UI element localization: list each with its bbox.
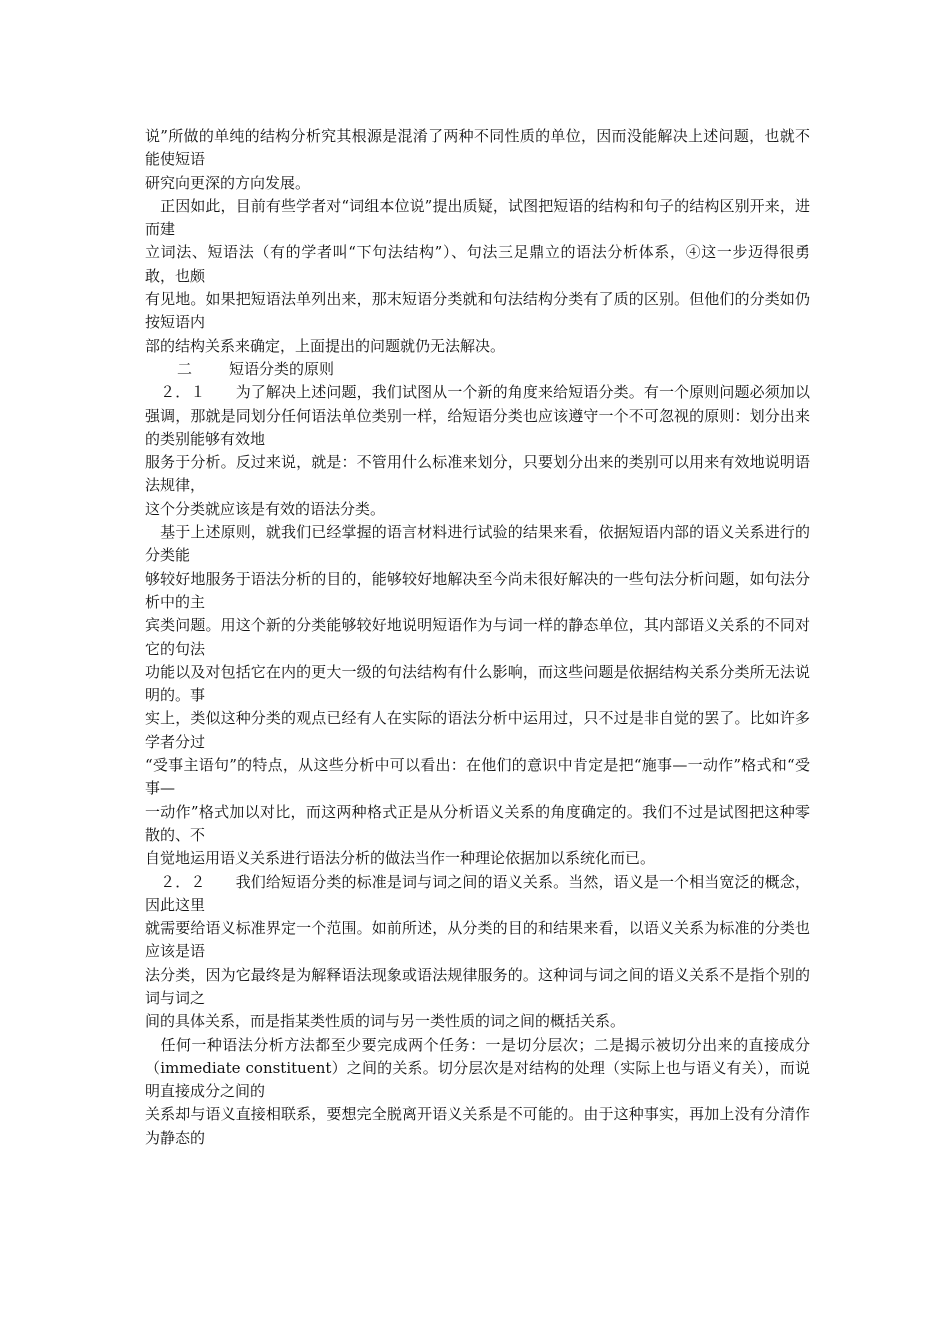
section-heading [145, 358, 810, 381]
paragraph: 服务于分析。反过来说，就是：不管用什么标准来划分，只要划分出来的类别可以用来有效地说明语法规律， [145, 453, 810, 495]
paragraph: ２．２ 我们给短语分类的标准是词与词之间的语义关系。当然，语义是一个相当宽泛的概念，因此这里 [145, 872, 810, 914]
paragraph: 说”所做的单纯的结构分析究其根源是混淆了两种不同性质的单位，因而没能解决上述问题，也就不能使短语 [145, 127, 810, 169]
paragraph: 正因如此，目前有些学者对“词组本位说”提出质疑，试图把短语的结构和句子的结构区别开来，进而建 [145, 196, 810, 239]
paragraph: 研究向更深的方向发展。 [145, 173, 311, 192]
paragraph: 有见地。如果把短语法单列出来，那末短语分类就和句法结构分类有了质的区别。但他们的分类如仍按短语内 [145, 290, 810, 332]
paragraph: 关系却与语义直接相联系，要想完全脱离开语义关系是不可能的。由于这种事实，再加上没有分清作为静态的 [145, 1105, 810, 1147]
paragraph: “受事主语句”的特点，从这些分析中可以看出：在他们的意识中肯定是把“施事—一动作”格式和“受事— [145, 756, 810, 798]
paragraph: 就需要给语义标准界定一个范围。如前所述，从分类的目的和结果来看，以语义关系为标准的分类也应该是语 [145, 919, 810, 961]
paragraph: 一动作”格式加以对比，而这两种格式正是从分析语义关系的角度确定的。我们不过是试图把这种零散的、不 [145, 802, 810, 844]
section-number: 二 [177, 359, 193, 378]
paragraph: 自觉地运用语义关系进行语法分析的做法当作一种理论依据加以系统化而已。 [145, 849, 656, 868]
paragraph: 间的具体关系，而是指某类性质的词与另一类性质的词之间的概括关系。 [145, 1012, 626, 1031]
paragraph: 立词法、短语法（有的学者叫“下句法结构”）、句法三足鼎立的语法分析体系，④这一步迈得很勇敢，也颇 [145, 243, 810, 285]
paragraph: ２．１ 为了解决上述问题，我们试图从一个新的角度来给短语分类。有一个原则问题必须加以强调，那就是同划分任何语法单位类别一样，给短语分类也应该遵守一个不可忽视的原则：划分出来的类别能够有效地 [145, 383, 810, 448]
paragraph: 够较好地服务于语法分析的目的，能够较好地解决至今尚未很好解决的一些句法分析问题，如句法分析中的主 [145, 569, 810, 611]
paragraph: 部的结构关系来确定，上面提出的问题就仍无法解决。 [145, 336, 506, 355]
body-text [145, 125, 810, 1150]
paragraph: 功能以及对包括它在内的更大一级的句法结构有什么影响，而这些问题是依据结构关系分类所无法说明的。事 [145, 662, 810, 705]
paragraph: 这个分类就应该是有效的语法分类。 [145, 499, 386, 518]
paragraph: 基于上述原则，就我们已经掌握的语言材料进行试验的结果来看，依据短语内部的语义关系进行的分类能 [145, 523, 810, 565]
paragraph: 实上，类似这种分类的观点已经有人在实际的语法分析中运用过，只不过是非自觉的罢了。比如许多学者分过 [145, 709, 810, 751]
paragraph: 任何一种语法分析方法都至少要完成两个任务：一是切分层次；二是揭示被切分出来的直接成分（immediate constituent）之间的关系。切分层次是对结构的处理（实际上也与语义有关），而说明直接成分之间的 [145, 1035, 810, 1101]
paragraph: 法分类，因为它最终是为解释语法现象或语法规律服务的。这种词与词之间的语义关系不是指个别的词与词之 [145, 965, 810, 1007]
paragraph: 宾类问题。用这个新的分类能够较好地说明短语作为与词一样的静态单位，其内部语义关系的不同对它的句法 [145, 616, 810, 658]
section-title: 短语分类的原则 [229, 359, 335, 378]
